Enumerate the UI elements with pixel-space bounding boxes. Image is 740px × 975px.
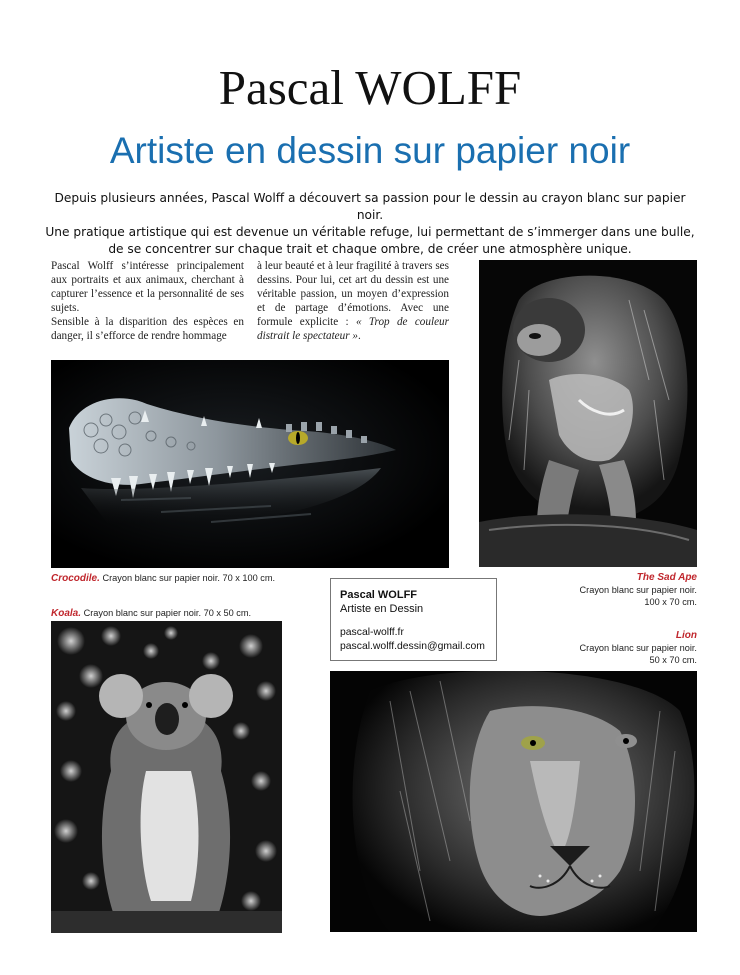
caption-title: Koala. bbox=[51, 608, 82, 619]
body-text: à leur beauté et à leur fragilité à travers ses dessins. Pour lui, cet art du dessin est une véritable passion, un moyen d’expression et de partage d’émotions. Avec une formule explicite : bbox=[257, 260, 449, 328]
body-column-left bbox=[51, 259, 244, 343]
lion-drawing bbox=[330, 671, 697, 932]
contact-name: Pascal WOLFF bbox=[340, 589, 418, 601]
caption-desc: Crayon blanc sur papier noir. 70 x 100 cm. bbox=[102, 573, 276, 583]
body-text-end: . bbox=[358, 330, 361, 342]
caption-title: Lion bbox=[675, 630, 697, 641]
crocodile-caption bbox=[51, 572, 351, 585]
body-column-right bbox=[257, 259, 449, 343]
body-quote: « Trop de couleur distrait le spectateur » bbox=[257, 316, 450, 342]
intro-line: Depuis plusieurs années, Pascal Wolff a découvert sa passion pour le dessin au crayon blanc sur papier noir. bbox=[54, 191, 686, 222]
contact-role: Artiste en Dessin bbox=[340, 603, 424, 615]
caption-desc: Crayon blanc sur papier noir. bbox=[579, 585, 697, 595]
caption-title: Crocodile. bbox=[51, 573, 100, 584]
sad-ape-drawing bbox=[479, 260, 697, 567]
body-paragraph: Pascal Wolff s’intéresse principalement aux portraits et aux animaux, cherchant à capturer l’essence et la personnalité de ses sujets. bbox=[51, 260, 244, 314]
contact-card bbox=[330, 578, 497, 661]
lion-caption bbox=[520, 630, 697, 666]
intro-paragraph bbox=[40, 190, 700, 258]
contact-email[interactable]: pascal.wolff.dessin@gmail.com bbox=[340, 641, 485, 652]
caption-desc: 50 x 70 cm. bbox=[649, 655, 697, 665]
contact-website[interactable]: pascal-wolff.fr bbox=[340, 627, 404, 638]
page-subtitle: Artiste en dessin sur papier noir bbox=[109, 130, 631, 171]
caption-title: The Sad Ape bbox=[636, 572, 697, 583]
caption-desc: Crayon blanc sur papier noir. 70 x 50 cm. bbox=[83, 608, 252, 618]
page-title: Pascal WOLFF bbox=[218, 60, 522, 115]
sad-ape-caption bbox=[520, 572, 697, 608]
body-paragraph: Sensible à la disparition des espèces en danger, il s’efforce de rendre hommage bbox=[51, 316, 244, 342]
caption-desc: Crayon blanc sur papier noir. bbox=[579, 643, 697, 653]
body-paragraph bbox=[257, 259, 449, 343]
intro-line: de se concentrer sur chaque trait et chaque ombre, de créer une atmosphère unique. bbox=[108, 242, 632, 256]
crocodile-drawing bbox=[51, 360, 449, 568]
intro-line: Une pratique artistique qui est devenue un véritable refuge, lui permettant de s’immerger dans une bulle, bbox=[45, 225, 695, 239]
koala-caption bbox=[51, 607, 351, 620]
caption-desc: 100 x 70 cm. bbox=[644, 597, 697, 607]
koala-drawing bbox=[51, 621, 282, 933]
